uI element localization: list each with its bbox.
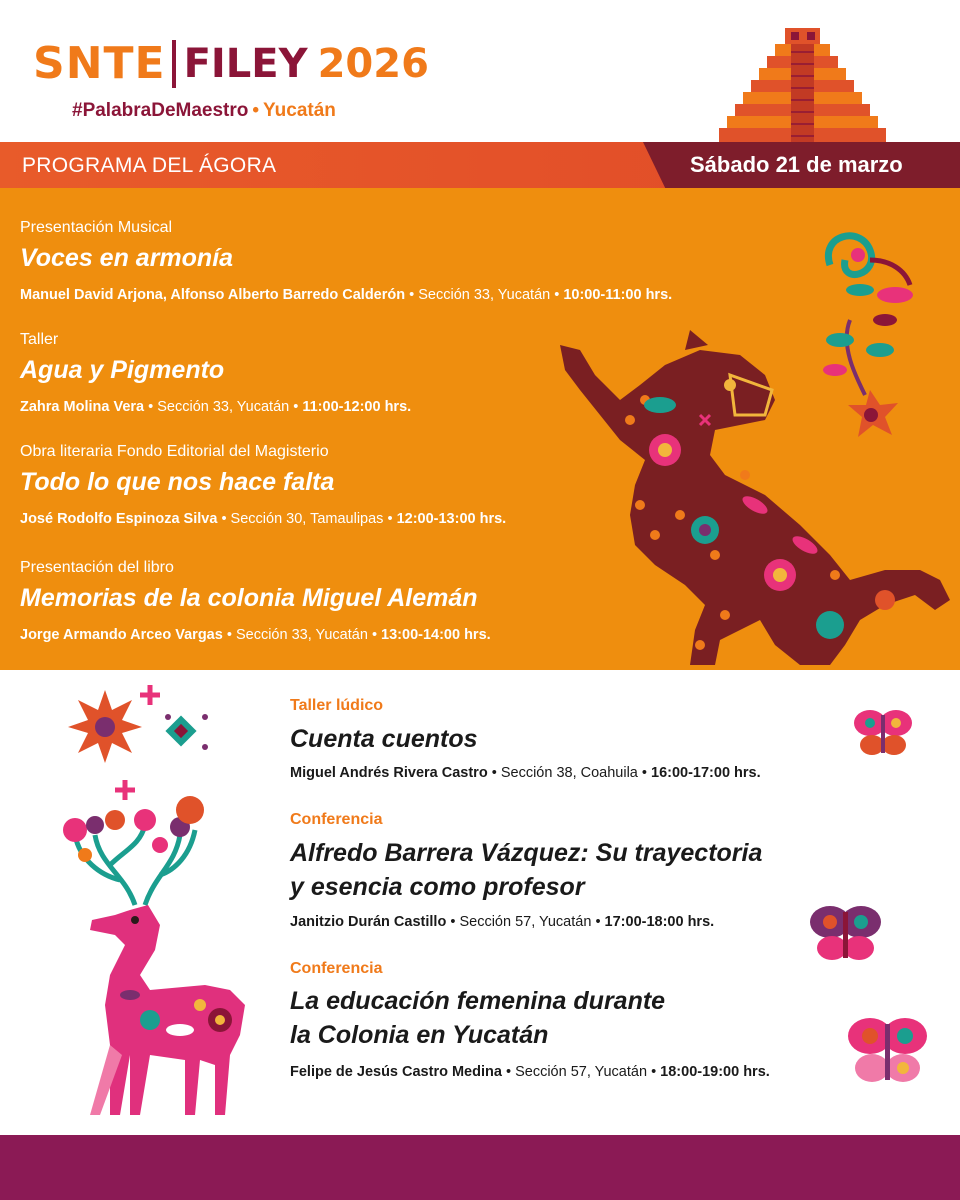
event-title: Memorias de la colonia Miguel Alemán [20,584,478,612]
event-category: Obra literaria Fondo Editorial del Magisterio [20,443,329,460]
logo [33,38,429,90]
event-time: 18:00-19:00 hrs. [660,1064,770,1080]
event-title: La educación femenina durante [290,987,666,1015]
bullet: • [371,627,378,643]
event-category: Conferencia [290,960,383,977]
butterfly-icon [852,705,914,763]
event-category: Taller lúdico [290,697,384,714]
butterfly-icon [808,900,883,970]
logo-filey: FILEY [183,41,308,87]
event-info [20,627,491,643]
event-title: Voces en armonía [20,244,234,272]
event-time: 11:00-12:00 hrs. [302,399,412,415]
bullet: • [554,287,560,303]
bullet: • [409,287,415,303]
hashtag-separator: • [252,100,260,121]
bullet: • [293,399,299,415]
bullet: • [226,627,232,643]
program-date: Sábado 21 de marzo [690,152,903,177]
pyramid-icon [715,28,890,144]
event-people: Felipe de Jesús Castro Medina [290,1064,502,1080]
event-title: Alfredo Barrera Vázquez: Su trayectoria [290,839,763,867]
event-category: Conferencia [290,811,383,828]
event-info [20,399,411,415]
event-info [20,287,672,303]
event-section: Sección 33, Yucatán [235,627,368,643]
event-section: Sección 33, Yucatán [157,399,290,415]
event-title: Cuenta cuentos [290,725,478,753]
event-info [290,765,761,781]
logo-year: 2026 [317,41,429,87]
bullet: • [641,765,647,781]
hashtag-line [72,100,336,122]
event-title: Todo lo que nos hace falta [20,468,335,496]
footer-band [0,1135,960,1200]
bullet: • [505,1064,512,1080]
event-time: 13:00-14:00 hrs. [381,627,491,643]
logo-snte: SNTE [33,38,166,89]
event-people: Jorge Armando Arceo Vargas [20,627,223,643]
hashtag: #PalabraDeMaestro [72,100,249,121]
event-title-line2: y esencia como profesor [290,873,585,901]
flower-icon [823,236,913,437]
butterfly-icon [845,1010,930,1095]
event-section: Sección 57, Yucatán [515,1064,648,1080]
event-section: Sección 30, Tamaulipas [230,511,384,527]
event-section: Sección 57, Yucatán [459,914,592,930]
event-info [20,511,506,527]
event-time: 12:00-13:00 hrs. [396,511,507,527]
bullet: • [148,399,154,415]
event-people: Zahra Molina Vera [20,399,145,415]
event-category: Presentación Musical [20,219,173,236]
bullet: • [651,1064,657,1080]
event-category: Taller [20,331,59,348]
event-category: Presentación del libro [20,559,174,576]
event-people: Manuel David Arjona, Alfonso Alberto Barredo Calderón [20,287,406,303]
bullet: • [491,765,497,781]
event-title: Agua y Pigmento [20,356,225,384]
program-title: PROGRAMA DEL ÁGORA [22,154,277,177]
bullet: • [221,511,227,527]
deer-illustration [30,675,280,1135]
bullet: • [595,914,601,930]
logo-divider [172,40,176,88]
event-people: Miguel Andrés Rivera Castro [290,765,488,781]
bullet: • [450,914,456,930]
event-time: 17:00-18:00 hrs. [604,914,715,930]
event-info [290,914,714,930]
hashtag-place: Yucatán [263,100,336,121]
bullet: • [387,511,393,527]
event-section: Sección 38, Coahuila [500,765,638,781]
event-title-line2: la Colonia en Yucatán [290,1021,549,1049]
event-people: Janitzio Durán Castillo [290,914,447,930]
event-time: 10:00-11:00 hrs. [563,287,673,303]
event-time: 16:00-17:00 hrs. [651,765,761,781]
event-people: José Rodolfo Espinoza Silva [20,511,218,527]
event-section: Sección 33, Yucatán [418,287,551,303]
flower-icon [165,714,208,750]
event-info [290,1064,770,1080]
